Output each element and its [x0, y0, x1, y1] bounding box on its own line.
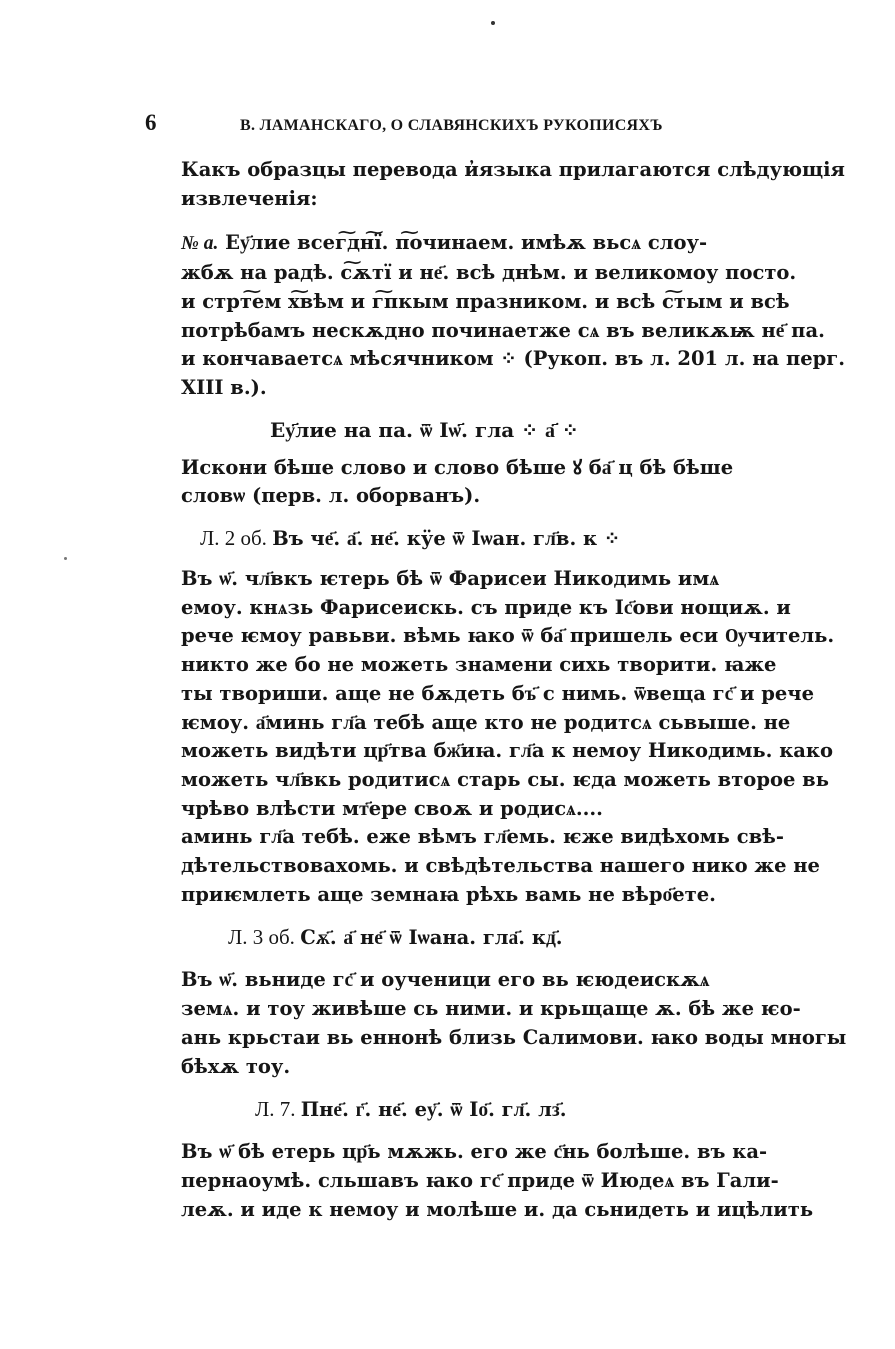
text-line: Въ ѡ҃ бѣ етерь цр҃ь мѫжь. его же с҃нь болѣше. въ ка- [181, 1140, 768, 1164]
section-title: Пне҃. г҃. не҃. еу҃. ѿ Ιо҃. гл҃. лз҃. [300, 1098, 567, 1122]
paragraph-3 [145, 823, 820, 909]
text-line: Въ ѡ҃. вьниде гс҃ и оученици его вь ѥюдеискѫѧ [181, 968, 710, 992]
text-line: потрѣбамъ нескѫдно починаетже сѧ въ великѫѭ не҃ па. [181, 318, 825, 342]
text-line: извлеченія: [181, 186, 318, 210]
excerpt-a [145, 229, 845, 402]
text-line: земѧ. и тоу живѣше сь ними. и крьщаще ѫ. бѣ же ѥо- [181, 997, 801, 1021]
text-line: ѥмоу. а҃минь гл҃а тебѣ аще кто не родитсѧ сьвыше. не [181, 710, 791, 734]
text-line: и стрт͠ем х͠вѣм и г͠пкым празником. и всѣ с͠тым и всѣ [181, 289, 790, 313]
section-heading-3 [145, 1095, 790, 1124]
text-line: бѣхѫ тоу. [181, 1054, 291, 1078]
print-speck [64, 557, 67, 560]
text-line: можеть чл҃вкь родитисѧ старь сы. ѥда можеть второе вь [181, 767, 829, 791]
text-line: рече ѥмоу равьви. вѣмь ꙗко ѿ ба҃ пришель еси Ѹчитель. [181, 624, 835, 648]
text-line: ань крьстаи вь еннонѣ близь Салимови. ꙗко воды многы [181, 1025, 847, 1049]
print-speck [491, 21, 495, 25]
text-line: можеть видѣти цр҃тва бж҃иꙗ. гл҃а к немоу Никодимь. како [181, 739, 834, 763]
text-line: чрѣво влѣсти мт҃ере своѫ и родисѧ.... [181, 796, 603, 820]
gospel-heading: Еу҃лие на па. ѿ Ιѡ҃. гла ⁘ а҃ ⁘ [270, 417, 579, 442]
leaf-reference: Л. 7. [255, 1097, 296, 1122]
section-heading-1 [145, 524, 790, 553]
paragraph-2 [145, 565, 835, 823]
section-heading-2 [145, 923, 790, 952]
paragraph-5 [145, 1138, 814, 1224]
text-line: аминь гл҃а тебѣ. еже вѣмъ гл҃емь. ѥже видѣхомь свѣ- [181, 825, 784, 849]
excerpt-first-line: Еу҃лие всег͠дн͠ї. п͠очинаем. имѣѫ вьсѧ слоу- [225, 231, 708, 255]
text-line: ты твориши. аще не бѫдеть бъ҃ с нимь. ѿвеща гс҃ и рече [181, 681, 814, 705]
text-line: емоу. кнѧзь Фарисеискь. съ приде къ Іс҃ови нощиѫ. и [181, 595, 791, 619]
text-line: XIII в.). [181, 375, 267, 399]
text-line: Какъ образцы перевода и̓языка прилагаются слѣдующія [181, 158, 845, 181]
paragraph-1 [145, 454, 790, 511]
page-header [145, 110, 790, 140]
section-title: Въ че҃. а҃. не҃. кӱе ѿ Ιѡан. гл҃в. к ⁘ [272, 527, 621, 551]
excerpt-mark: № а. [181, 233, 219, 255]
page [145, 110, 847, 1224]
text-line: пернаоумѣ. сльшавъ ꙗко гс҃ приде ѿ Июдеѧ въ Гали- [181, 1168, 779, 1192]
leaf-reference: Л. 2 об. [200, 526, 267, 551]
paragraph-4 [145, 966, 847, 1081]
intro-paragraph [145, 156, 845, 213]
text-line: словѡ (перв. л. оборванъ). [181, 484, 481, 508]
running-title: В. ЛАМАНСКАГО, О СЛАВЯНСКИХЪ РУКОПИСЯХЪ [240, 117, 663, 134]
text-line: Въ ѡ҃. чл҃вкъ ѥтерь бѣ ѿ Фарисеи Никодимь имѧ [181, 567, 720, 591]
page-number: 6 [145, 110, 157, 135]
text-line: леѫ. и иде к немоу и молѣше и. да сьнидеть и ицѣлить [181, 1197, 814, 1221]
text-line: никто же бо не можеть знамени сихь творити. ꙗже [181, 653, 777, 677]
text-line: дѣтельствовахомь. и свѣдѣтельства нашего нико же не [181, 854, 820, 878]
text-line: и кончаваетсѧ мѣсячником ⁘ (Рукоп. въ л. 201 л. на перг. [181, 347, 845, 371]
text-line [181, 229, 790, 259]
text-line: Искони бѣше слово и слово бѣше ꙋ ба҃ ц бѣ бѣше [181, 455, 734, 479]
text-line: жбѫ на радѣ. с͠ѫтї и не҃. всѣ днѣм. и великомоу посто. [181, 261, 797, 285]
leaf-reference: Л. 3 об. [228, 925, 295, 950]
section-title: Сѫ҃. а҃ не҃ ѿ Іѡана. гла҃. кд҃. [300, 926, 563, 950]
text-line: приѥмлеть аще земнаꙗ рѣхь вамь не вѣро҃ете. [181, 882, 716, 906]
